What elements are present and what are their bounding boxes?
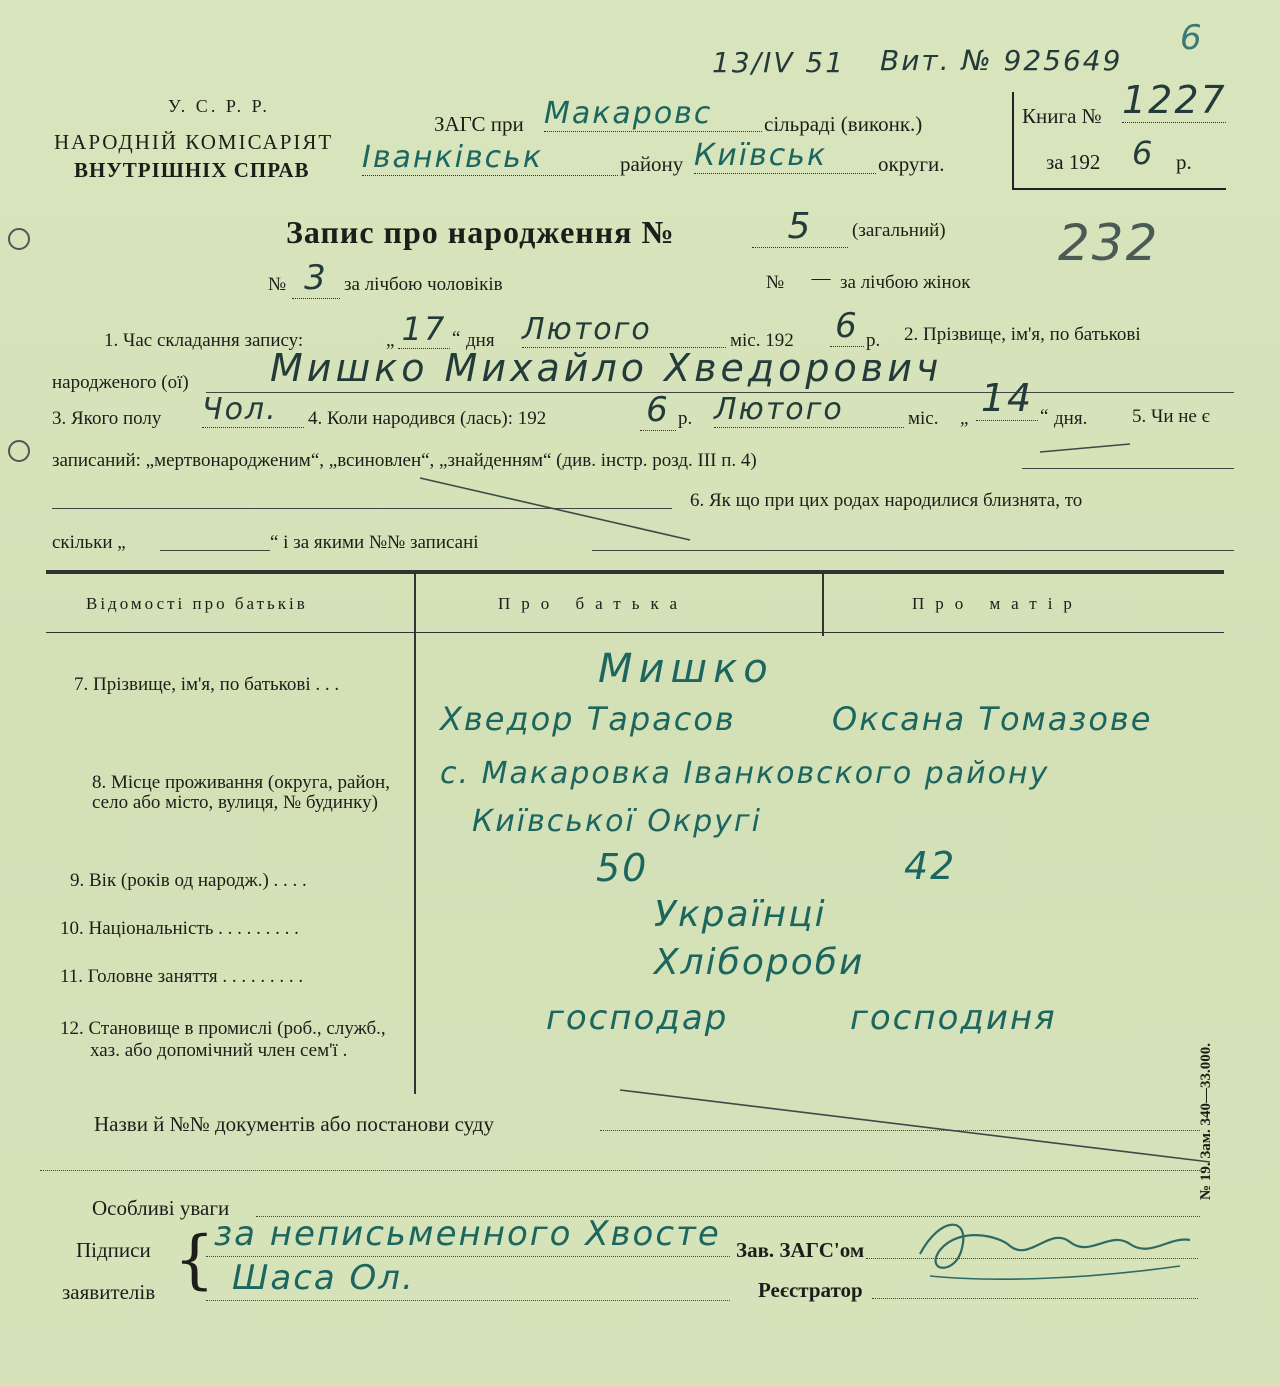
row12-father: господар (546, 998, 729, 1038)
f4-r: р. (678, 408, 693, 429)
row7-label: 7. Прізвище, ім'я, по батькові . . . (74, 674, 340, 695)
women-no-prefix: № (766, 272, 785, 293)
docs-label: Назви й №№ документів або постанови суду (94, 1112, 494, 1136)
table-header-rule (46, 632, 1224, 633)
signatures-label-2: заявителів (62, 1280, 156, 1304)
men-label: за лічбою чоловіків (344, 274, 503, 295)
top-ref-note: Вит. № 925649 (880, 44, 1123, 77)
zags-village: Макаровс (544, 96, 762, 132)
men-count: 3 (292, 258, 340, 299)
f1-month: Лютого (522, 312, 726, 348)
book-year-prefix: за 192 (1046, 150, 1101, 174)
sign-line-2 (206, 1300, 730, 1301)
women-dash: — (811, 268, 831, 289)
okruga-label: округи. (878, 152, 945, 176)
docs-line-2 (40, 1170, 1200, 1171)
f6-line2-a: скільки „ (52, 532, 126, 553)
signatures-label-1: Підписи (76, 1238, 151, 1262)
side-number: 232 (1058, 214, 1160, 272)
table-top-rule (46, 570, 1224, 574)
row8-value-2: Київської Округі (472, 804, 762, 839)
f4-month: Лютого (714, 392, 904, 428)
f4-year: 6 (640, 390, 676, 431)
ministry-line1: НАРОДНІЙ КОМІСАРІЯТ (54, 130, 334, 154)
row8-label-2: село або місто, вулиця, № будинку) (92, 792, 378, 813)
table-col-divider-1 (414, 574, 416, 1094)
quote-open: „ (960, 408, 969, 429)
f1-suffix: р. (866, 330, 881, 351)
born-name: Мишко Михайло Хведорович (270, 346, 943, 390)
row7-father: Хведор Тарасов (440, 700, 736, 738)
row8-value-1: с. Макаровка Іванковского району (440, 756, 1050, 791)
ussr-label: У. С. Р. Р. (168, 96, 270, 116)
row11-shared: Хлібороби (654, 942, 865, 983)
f5-line2: записаний: „мертвонародженим“, „всиновлен“, „знайденням“ (див. інстр. розд. III п. 4) (52, 450, 757, 471)
row12-mother: господиня (850, 998, 1057, 1038)
registrar-label: Реєстратор (758, 1278, 863, 1302)
registrar-sign-line (872, 1298, 1198, 1299)
head-signature-scrawl (900, 1196, 1200, 1288)
record-title: Запис про народження № (286, 214, 675, 250)
f4-month-label: міс. (908, 408, 939, 429)
row7-shared-surname: Мишко (598, 646, 774, 692)
f2-label: 2. Прізвище, ім'я, по батькові (904, 324, 1141, 345)
row9-father: 50 (596, 846, 649, 890)
record-general-label: (загальний) (852, 220, 946, 241)
table-col-divider-2 (822, 574, 824, 636)
book-number: 1227 (1122, 78, 1227, 122)
row9-mother: 42 (904, 844, 957, 888)
sign-line-1 (206, 1256, 730, 1257)
row8-label-1: 8. Місце проживання (округа, район, (92, 772, 390, 793)
zags-prefix: ЗАГС при (434, 112, 524, 136)
table-header-father: Про батька (498, 594, 689, 613)
table-header-parents: Відомості про батьків (86, 594, 308, 613)
row12-label-1: 12. Становище в промислі (роб., служб., (60, 1018, 386, 1039)
district-label: району (620, 152, 684, 176)
print-order-number: № 19. Зам. 340—33.000. (1198, 1043, 1214, 1200)
women-label: за лічбою жінок (840, 272, 971, 293)
f3-value: Чол. (202, 392, 304, 428)
f1-month-label: міс. 192 (730, 330, 794, 351)
f3-label: 3. Якого полу (52, 408, 162, 429)
corner-number: 6 (1180, 18, 1204, 58)
district-value: Іванківськ (362, 140, 618, 176)
row9-label: 9. Вік (років од народж.) . . . . (70, 870, 307, 891)
docs-line (600, 1130, 1200, 1131)
book-label: Книга № (1022, 104, 1102, 128)
f4-day-label: дня. (1054, 408, 1088, 429)
f1-label: 1. Час складання запису: (104, 330, 304, 351)
table-header-mother: Про матір (912, 594, 1083, 613)
f5-label: 5. Чи не є (1132, 406, 1210, 427)
f4-label: 4. Коли народився (лась): 192 (308, 408, 547, 429)
f6-line2-b: “ і за якими №№ записані (270, 532, 479, 553)
quote-open: „ (386, 330, 395, 351)
f1-day-label: дня (466, 330, 495, 351)
okruga-value: Київськ (694, 138, 876, 174)
row10-label: 10. Національність . . . . . . . . . (60, 918, 299, 939)
f6-label: 6. Як що при цих родах народилися близнята, то (690, 490, 1083, 511)
men-no-prefix: № (268, 274, 287, 295)
book-year-digit: 6 (1132, 134, 1155, 172)
record-number: 5 (752, 206, 848, 248)
born-label: народженого (ої) (52, 372, 189, 393)
row12-label-2: хаз. або допомічний член сем'ї . (90, 1040, 348, 1061)
applicant-sign-1: за неписьменного Хвосте (214, 1214, 721, 1254)
signatures-brace: { (174, 1223, 215, 1297)
notes-label: Особливі уваги (92, 1196, 230, 1220)
row10-shared: Українці (654, 894, 827, 935)
book-year-suffix: р. (1176, 150, 1192, 174)
row11-label: 11. Головне заняття . . . . . . . . . (60, 966, 304, 987)
f4-day: 14 (976, 376, 1038, 421)
top-date-note: 13/IV 51 (712, 46, 846, 79)
zags-suffix: сільраді (виконк.) (764, 112, 923, 136)
quote-close: “ (1040, 406, 1049, 427)
f1-day: 17 (398, 310, 450, 349)
quote-close: “ (452, 328, 461, 349)
head-label: Зав. ЗАГС'ом (736, 1238, 865, 1262)
f1-year: 6 (830, 306, 864, 347)
row7-mother: Оксана Томазове (832, 700, 1153, 738)
applicant-sign-2: Шаса Ол. (232, 1258, 415, 1298)
ministry-line2: ВНУТРІШНІХ СПРАВ (74, 158, 310, 182)
